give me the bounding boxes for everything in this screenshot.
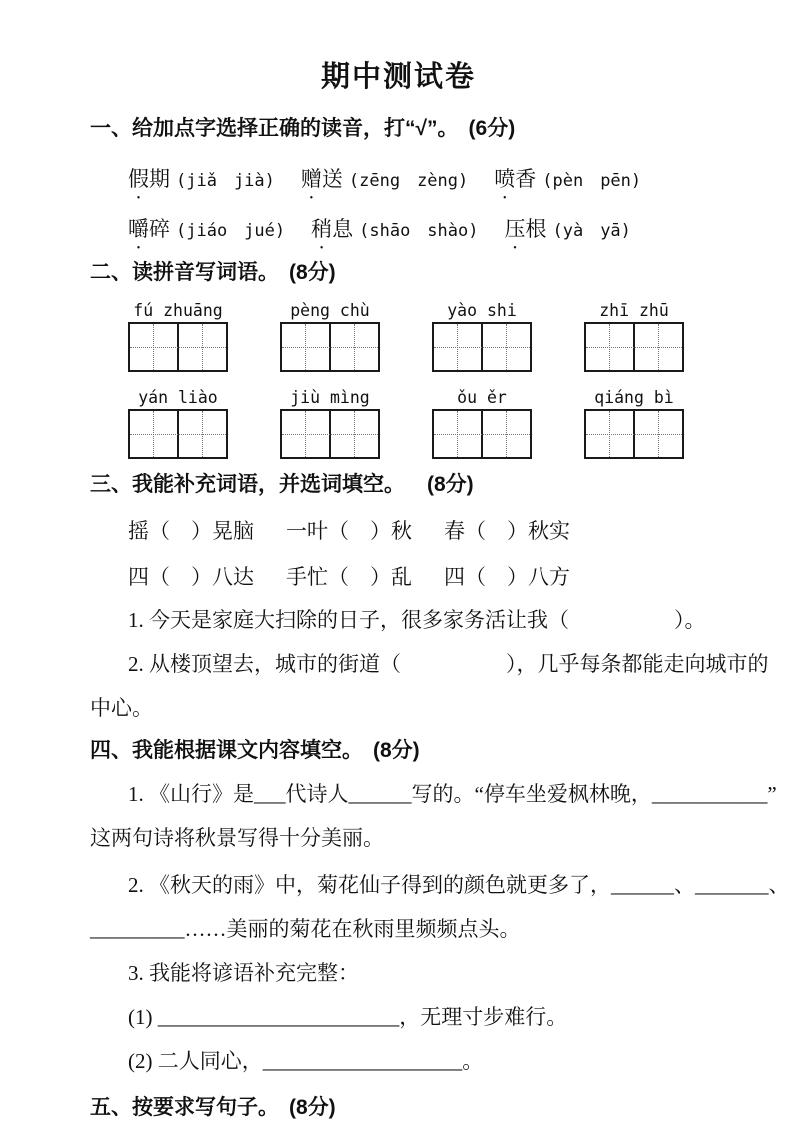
word-rest: 送 [321,167,343,191]
grid-cell [130,324,177,370]
grid-cell [633,411,682,457]
writing-grid [128,322,228,372]
writing-grid-row-2 [128,388,707,459]
section-2-heading-text: 二、读拼音写词语。 [90,261,279,284]
section-2-heading [90,259,707,287]
pinyin-options: (yà yā) [552,221,631,241]
grid-cell [633,324,682,370]
proverb-sub-item-1: (1) _______________________，无理寸步难行。 [128,1005,568,1029]
writing-grid-slot [432,301,532,372]
grid-cell [586,411,633,457]
pinyin-choice-item [128,213,285,243]
section-5-heading-text: 五、按要求写句子。 [90,1096,279,1119]
word-rest: 碎 [149,217,170,241]
word-rest: 香 [515,167,537,191]
word-completion-row-1 [90,515,707,545]
section-5-score: (8分) [289,1096,336,1119]
grid-cell [481,324,530,370]
grid-cell [130,411,177,457]
dotted-char: 赠 [300,167,322,191]
writing-grid [584,409,684,459]
fill-blank-item-2-line-2: 中心。 [90,696,153,720]
dotted-char: 稍 [311,217,333,241]
pinyin-choice-item [301,163,468,193]
word-completion-row-2 [90,561,707,591]
word-completion-item: 四（ ）八方 [444,565,570,589]
grid-cell [434,324,481,370]
word-completion-item: 四（ ）八达 [128,565,254,589]
section-1-heading [90,115,707,143]
exam-title: 期中测试卷 [320,61,476,93]
writing-grid-slot [432,388,532,459]
section-1-heading-text: 一、给加点字选择正确的读音，打“√”。 [90,117,459,140]
proverb-sub-item-2: (2) 二人同心，___________________。 [128,1049,484,1073]
writing-grid-slot [128,388,228,459]
writing-grid-slot [128,301,228,372]
writing-grid [280,322,380,372]
writing-grid [280,409,380,459]
dotted-char: 压 [504,217,526,241]
pinyin-options: (zēng zèng) [348,171,469,191]
course-fill-item-1-line-2: 这两句诗将秋景写得十分美丽。 [90,826,384,850]
section-4-score: (8分) [373,739,420,762]
grid-cell [481,411,530,457]
pinyin-options: (pèn pēn) [542,171,642,191]
writing-grid [432,409,532,459]
word-rest: 期 [149,167,170,191]
grid-cell [282,411,329,457]
pinyin-label: qiáng bì [594,388,674,407]
section-2-score: (8分) [289,261,336,284]
pinyin-label: fú zhuāng [133,301,223,320]
pinyin-label: yào shi [447,301,517,320]
section-4-heading-text: 四、我能根据课文内容填空。 [90,739,363,762]
proverb-item-heading: 3. 我能将谚语补充完整： [128,961,359,985]
writing-grid [128,409,228,459]
pinyin-label: jiù mìng [290,388,370,407]
course-fill-item-2-line-2: _________……美丽的菊花在秋雨里频频点头。 [90,917,521,941]
pinyin-label: yán liào [138,388,218,407]
writing-grid-slot [280,301,380,372]
grid-cell [434,411,481,457]
word-rest: 根 [525,217,547,241]
grid-cell [282,324,329,370]
dotted-char: 喷 [494,167,516,191]
word-rest: 息 [332,217,354,241]
pinyin-options: (jiáo jué) [176,221,286,241]
pinyin-label: ǒu ěr [457,388,507,407]
word-completion-item: 手忙（ ）乱 [286,565,412,589]
section-3-score: (8分) [427,473,474,496]
section-5-heading [90,1094,707,1122]
section-4-heading [90,737,707,765]
word-completion-item: 摇（ ）晃脑 [128,519,254,543]
pinyin-choice-item [494,163,641,193]
writing-grid-row-1 [128,301,707,372]
writing-grid-slot [280,388,380,459]
pinyin-label: pèng chù [290,301,370,320]
course-fill-item-2-line-1: 2. 《秋天的雨》中，菊花仙子得到的颜色就更多了，______、_______、 [128,873,790,897]
grid-cell [177,324,226,370]
pinyin-choice-item [504,213,630,243]
writing-grid-slot [584,388,684,459]
grid-cell [329,411,378,457]
dotted-char: 假 [128,167,149,191]
section-1-score: (6分) [468,117,516,140]
grid-cell [177,411,226,457]
pinyin-label: zhī zhū [599,301,669,320]
fill-blank-item-1: 1. 今天是家庭大扫除的日子，很多家务活让我（ ）。 [128,608,706,632]
fill-blank-item-2-line-1: 2. 从楼顶望去，城市的街道（ ），几乎每条都能走向城市的 [128,652,769,676]
section-3-heading-text: 三、我能补充词语，并选词填空。 [90,473,405,496]
word-completion-item: 春（ ）秋实 [444,519,570,543]
pinyin-choice-item [128,163,275,193]
pinyin-options: (shāo shào) [359,221,479,241]
pinyin-options: (jiǎ jià) [176,171,275,191]
course-fill-item-1-line-1: 1. 《山行》是___代诗人______写的。“停车坐爱枫林晚，___________” [128,782,777,806]
dotted-char: 嚼 [128,217,149,241]
writing-grid [584,322,684,372]
section-3-heading [90,471,707,499]
grid-cell [329,324,378,370]
pinyin-choice-row-1 [90,163,707,193]
writing-grid-slot [584,301,684,372]
pinyin-choice-row-2 [90,213,707,243]
grid-cell [586,324,633,370]
word-completion-item: 一叶（ ）秋 [286,519,412,543]
writing-grid [432,322,532,372]
pinyin-choice-item [311,213,478,243]
